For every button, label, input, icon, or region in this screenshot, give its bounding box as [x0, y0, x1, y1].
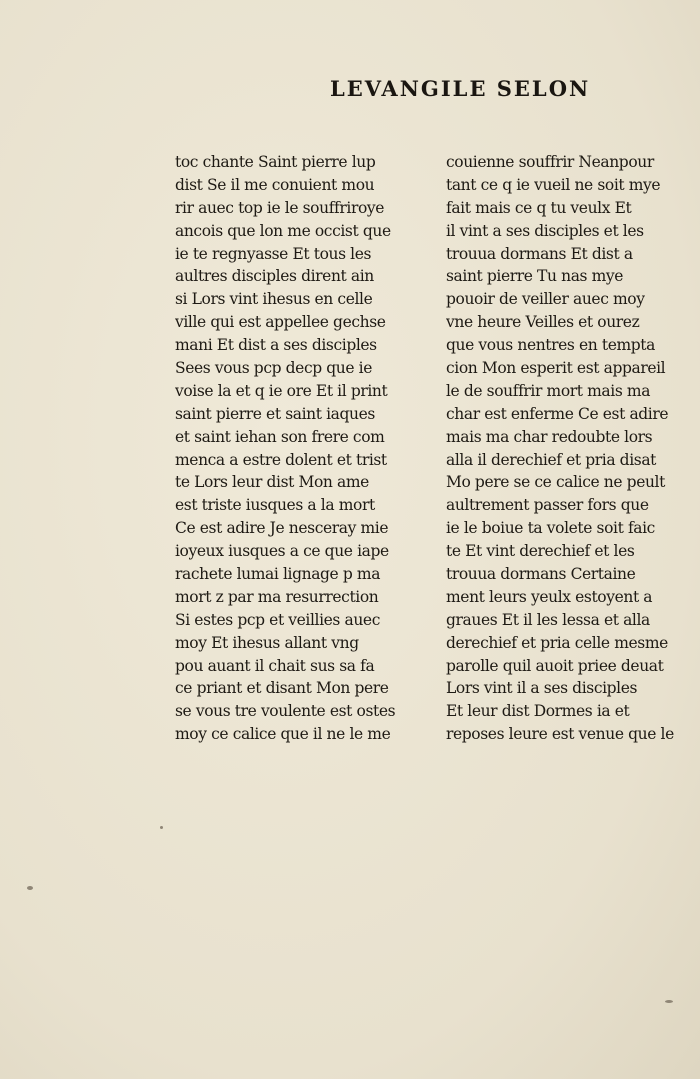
- text-line: reposes leure est venue que le: [446, 725, 674, 744]
- text-line: rir auec top ie le souffriroye: [175, 198, 385, 217]
- text-line: ancois que lon me occist que: [175, 221, 391, 240]
- text-line: parolle quil auoit priee deuat: [446, 656, 664, 675]
- text-line: Lors vint il a ses disciples: [446, 679, 638, 698]
- text-line: trouua dormans Certaine: [446, 565, 636, 584]
- text-line: ce priant et disant Mon pere: [175, 679, 389, 698]
- text-line: si Lors vint ihesus en celle: [175, 290, 373, 309]
- text-line: voise la et q ie ore Et il print: [175, 381, 388, 400]
- text-line: saint pierre Tu nas mye: [446, 267, 624, 286]
- text-line: char est enferme Ce est adire: [446, 404, 669, 423]
- text-line: mani Et dist a ses disciples: [175, 336, 377, 355]
- text-line: pouoir de veiller auec moy: [446, 290, 645, 309]
- text-line: et saint iehan son frere com: [175, 427, 385, 446]
- text-line: ville qui est appellee gechse: [175, 313, 386, 332]
- text-line: vne heure Veilles et ourez: [446, 313, 640, 332]
- text-line: aultres disciples dirent ain: [175, 267, 374, 286]
- text-line: moy ce calice que il ne le me: [175, 725, 391, 744]
- text-line: tant ce q ie vueil ne soit mye: [446, 175, 661, 194]
- text-line: Et leur dist Dormes ia et: [446, 702, 630, 721]
- text-line: ment leurs yeulx estoyent a: [446, 587, 653, 606]
- text-line: aultrement passer fors que: [446, 496, 649, 515]
- text-line: menca a estre dolent et trist: [175, 450, 387, 469]
- text-line: toc chante Saint pierre lup: [175, 153, 376, 171]
- text-line: est triste iusques a la mort: [175, 496, 375, 515]
- text-line: le de souffrir mort mais ma: [446, 381, 651, 400]
- text-line: couienne souffrir Neanpour: [446, 153, 654, 171]
- text-line: mais ma char redoubte lors: [446, 427, 653, 446]
- text-line: moy Et ihesus allant vng: [175, 633, 359, 652]
- ink-speck: [665, 1000, 673, 1003]
- ink-speck: [160, 826, 163, 829]
- text-line: se vous tre voulente est ostes: [175, 702, 396, 721]
- text-line: ioyeux iusques a ce que iape: [175, 542, 389, 561]
- text-line: pou auant il chait sus sa fa: [175, 656, 375, 675]
- text-line: rachete lumai lignage p ma: [175, 565, 381, 584]
- text-line: Sees vous pcp decp que ie: [175, 359, 373, 378]
- text-line: te Et vint derechief et les: [446, 542, 635, 561]
- ink-speck: [27, 886, 33, 890]
- text-line: trouua dormans Et dist a: [446, 244, 633, 263]
- text-line: dist Se il me conuient mou: [175, 175, 375, 194]
- text-line: fait mais ce q tu veulx Et: [446, 198, 632, 217]
- text-line: derechief et pria celle mesme: [446, 633, 668, 652]
- text-line: ie te regnyasse Et tous les: [175, 244, 372, 263]
- text-line: Mo pere se ce calice ne peult: [446, 473, 665, 492]
- text-line: Ce est adire Je nesceray mie: [175, 519, 389, 538]
- text-line: ie le boiue ta volete soit faic: [446, 519, 655, 538]
- text-line: alla il derechief et pria disat: [446, 450, 656, 469]
- text-line: Si estes pcp et veillies auec: [175, 610, 380, 629]
- text-line: il vint a ses disciples et les: [446, 221, 644, 240]
- text-line: cion Mon esperit est appareil: [446, 359, 666, 378]
- text-line: graues Et il les lessa et alla: [446, 610, 650, 629]
- text-line: te Lors leur dist Mon ame: [175, 473, 369, 492]
- running-head: LEVANGILE SELON: [330, 76, 591, 101]
- text-line: que vous nentres en tempta: [446, 336, 655, 355]
- text-column-right: [446, 151, 674, 746]
- text-line: saint pierre et saint iaques: [175, 404, 375, 423]
- text-column-left: [175, 151, 400, 746]
- text-line: mort z par ma resurrection: [175, 587, 379, 606]
